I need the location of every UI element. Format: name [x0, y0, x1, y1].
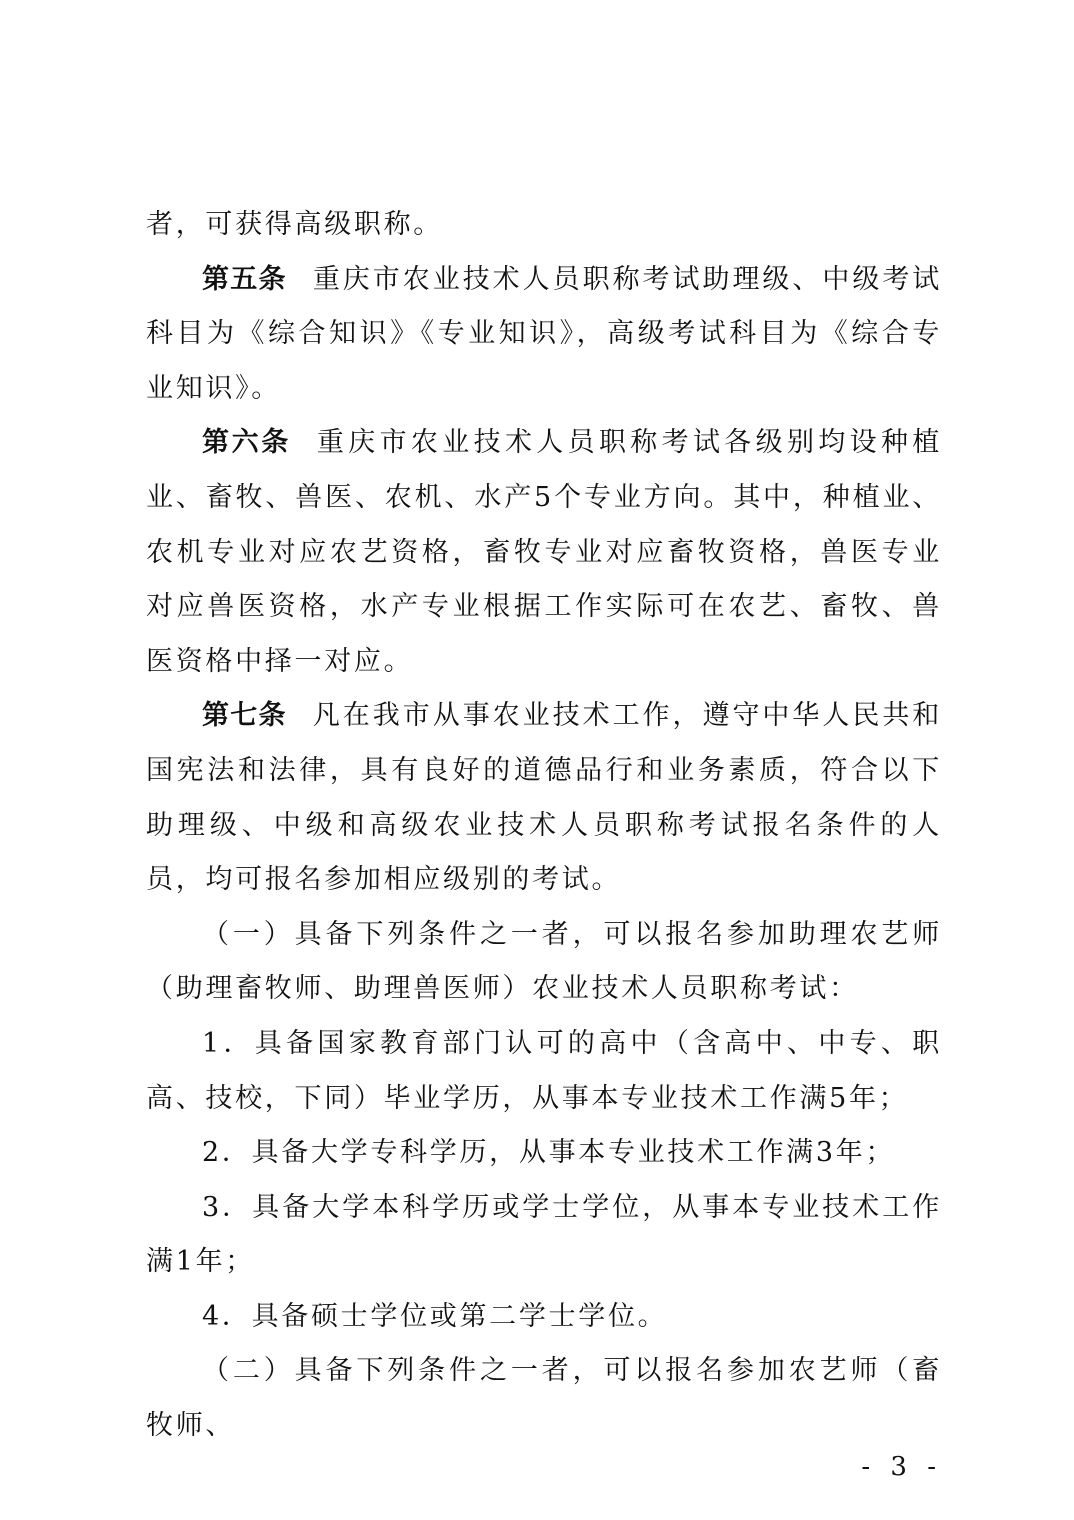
item-3-text: 3．具备大学本科学历或学士学位，从事本专业技术工作满1年； [146, 1191, 942, 1278]
item-4-text: 4．具备硕士学位或第二学士学位。 [202, 1300, 668, 1332]
item-1 [146, 1017, 942, 1126]
clause-1 [146, 908, 942, 1017]
clause-2-text: （二）具备下列条件之一者，可以报名参加农艺师（畜牧师、 [146, 1355, 942, 1442]
article-5-heading: 第五条 [202, 263, 287, 295]
item-2-text: 2．具备大学专科学历，从事本专业技术工作满3年； [202, 1137, 896, 1169]
article-6 [146, 416, 942, 689]
article-5 [146, 253, 942, 417]
page-number: - 3 - [861, 1452, 942, 1482]
clause-2 [146, 1344, 942, 1453]
article-6-text: 重庆市农业技术人员职称考试各级别均设种植业、畜牧、兽医、农机、水产5个专业方向。其中，种植业、农机专业对应农艺资格，畜牧专业对应畜牧资格，兽医专业对应兽医资格，水产专业根据工作实际可在农艺、畜牧、兽医资格中择一对应。 [146, 427, 943, 677]
article-7-text: 凡在我市从事农业技术工作，遵守中华人民共和国宪法和法律，具有良好的道德品行和业务素质，符合以下助理级、中级和高级农业技术人员职称考试报名条件的人员，均可报名参加相应级别的考试。 [146, 700, 943, 896]
clause-1-text: （一）具备下列条件之一者，可以报名参加助理农艺师（助理畜牧师、助理兽医师）农业技术人员职称考试： [146, 918, 942, 1005]
item-2 [146, 1126, 942, 1181]
paragraph-1-text: 者，可获得高级职称。 [146, 209, 443, 240]
article-5-text: 重庆市农业技术人员职称考试助理级、中级考试科目为《综合知识》《专业知识》，高级考试科目为《综合专业知识》。 [146, 263, 943, 404]
item-3 [146, 1181, 942, 1290]
item-1-text: 1．具备国家教育部门认可的高中（含高中、中专、职高、技校，下同）毕业学历，从事本专业技术工作满5年； [146, 1027, 942, 1114]
paragraph-1 [146, 198, 942, 253]
article-7-heading: 第七条 [202, 700, 287, 732]
document-body [146, 198, 942, 1454]
article-6-heading: 第六条 [202, 427, 291, 459]
item-4 [146, 1290, 942, 1345]
article-7 [146, 689, 942, 907]
